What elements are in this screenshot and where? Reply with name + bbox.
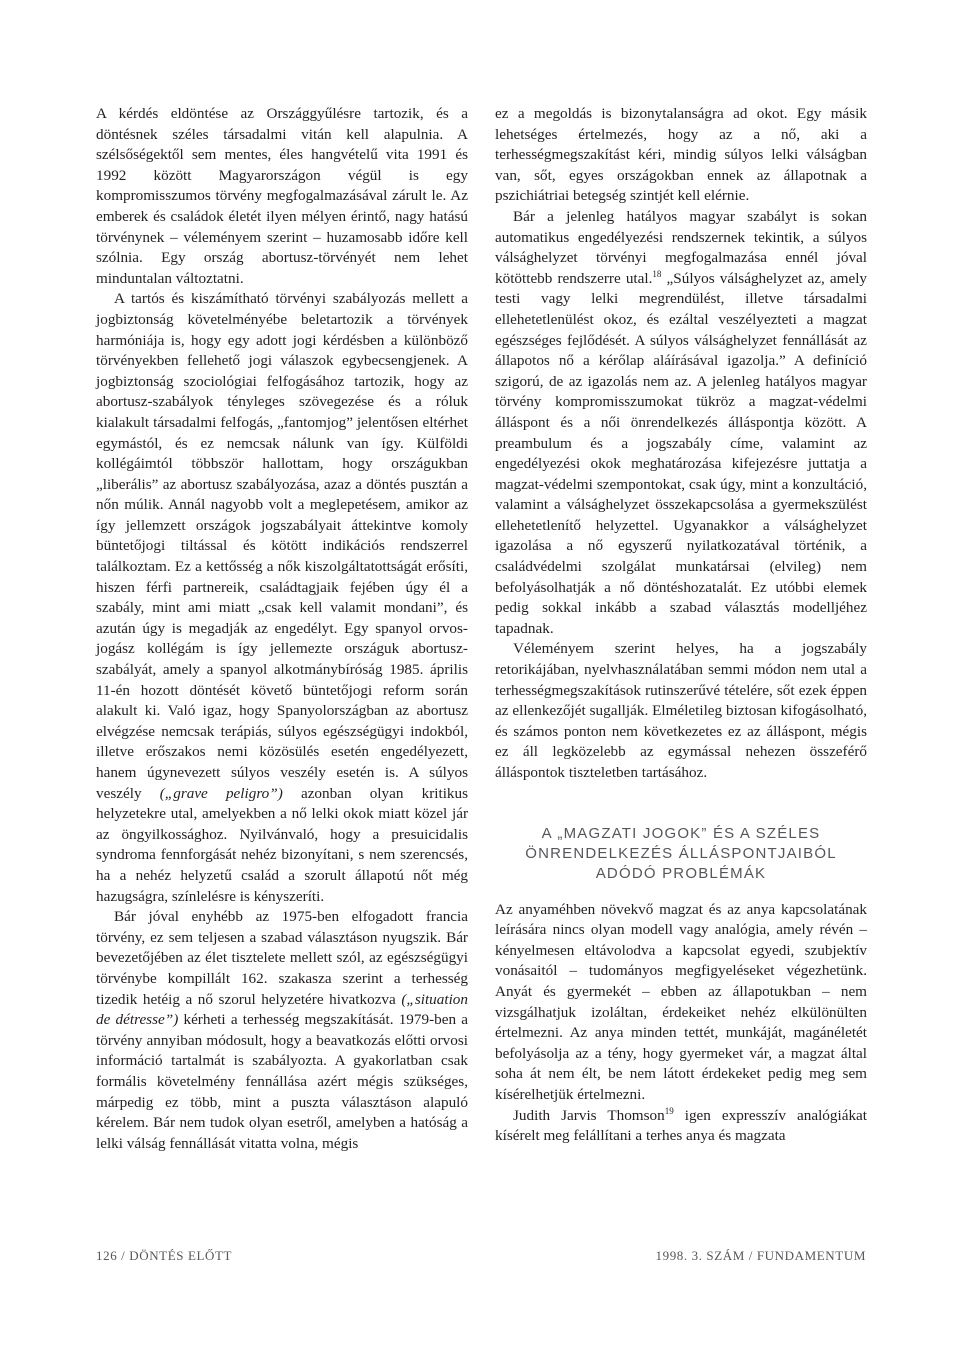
- footnote-ref[interactable]: 18: [652, 268, 662, 279]
- left-column: [96, 104, 468, 1154]
- paragraph-text: Bár a jelenleg hatályos magyar szabályt is sokan automatikus engedélyezési rendszernek tekintik, a súlyos válsághelyzet törvényi megfogalmazása ennél jóval kötöttebb rendszerre utal.: [495, 207, 867, 287]
- paragraph: [495, 207, 867, 639]
- paragraph-text: igen expresszív analógiákat kísérelt meg felállítani a terhes anya és magzata: [495, 1106, 867, 1145]
- paragraph-text: „Súlyos válsághelyzet az, amely testi vagy lelki megrendülést, illetve társadalmi ellehetetlenülést okoz, és ezáltal veszélyezteti a magzat egészséges fejlődését. A súlyos válsághelyzet fennállását az állapotos nő a kérőlap aláírásával igazolja.” A definíció szigorú, de az igazolás nem az. A jelenleg hatályos magyar törvény kompromisszumokat tükröz a magzat-védelmi álláspont és a női önrendelkezés álláspontja között. A preambulum és a jogszabály címe, valamint az engedélyezési okok meghatározása kifejezésre juttatja a magzat-védelmi szempontokat, csak úgy, mint a konzultáció, valamint a válsághelyzet összekapcsolása a gyermekszülést ellehetetlenítő helyzettel. Ugyanakkor a válsághelyzet igazolása a nő egyszerű nyilatkozatával történik, a családvédelmi szolgálat munkatársai (elvileg) nem befolyásolhatják a nő döntéshozatalát. Ez utóbbi elemek pedig sokkal inkább a szabad választás modelljéhez tapadnak.: [495, 269, 868, 637]
- paragraph: [495, 1106, 867, 1147]
- paragraph-text: Judith Jarvis Thomson: [513, 1106, 665, 1124]
- footer-issue-label: 1998. 3. SZÁM / FUNDAMENTUM: [655, 1248, 866, 1263]
- footer-page-label: 126 / DÖNTÉS ELŐTT: [96, 1248, 233, 1263]
- section-heading: A „MAGZATI JOGOK” ÉS A SZÉLES ÖNRENDELKEZÉS ÁLLÁSPONTJAIBÓL ADÓDÓ PROBLÉMÁK: [525, 824, 837, 882]
- paragraph: Véleményem szerint helyes, ha a jogszabály retorikájában, nyelvhasználatában semmi módon nem utal a terhességmegszakítások rutinszerűvé tételére, sőt ezek éppen az ellenkezőjét sugallják. Elméletileg biztosan kifogásolható, és számos ponton nem következetes ez az álláspont, mégis ez áll legközelebb az egymással nehezen összeférő álláspontok tiszteletben tartásához.: [495, 640, 867, 781]
- right-column: [495, 104, 867, 1147]
- paragraph-text: Bár jóval enyhébb az 1975-ben elfogadott francia törvény, ez sem teljesen a szabad választáson nyugszik. Bár bevezetőjében az élet tisztelete mellett szól, az egészségügyi törvénybe kompillált 162. szakasza szerint a terhesség tizedik hetéig a nő szorul helyzetére hivatkozva: [96, 908, 468, 1008]
- paragraph-text: A tartós és kiszámítható törvényi szabályozás mellett a jogbiztonság követelményébe beletartozik a törvények harmóniája is, hogy egy adott jogi kérdésben a különböző törvényekben fellehető jogi válaszok egybecsengjenek. A jogbiztonság szociológiai felfogásához tartozik, hogy az abortusz-szabályok tényleges szövegezése és a róluk kialakult társadalmi felfogás, „fantomjog” jelentősen eltérhet egymástól, és ez nemcsak nálunk van így. Külföldi kollégáimtól többször hallottam, hogy országukban „liberális” az abortusz szabályozása, azaz a döntés pusztán a nőn múlik. Annál nagyobb volt a meglepetésem, amikor az így jellemzett országok jogszabályait áttekintve komoly büntetőjogi tiltással és kötött indikációs rendszerrel találkoztam. Ez a kettősség a nők kiszolgáltatottságát erősíti, hiszen férfi partnereik, családtagjaik fejében úgy él a szabály, mint ami miatt „csak kell valamit mondani”, és azután úgy is megadják az engedélyt. Egy spanyol orvos-jogász kollégám is így jellemezte országuk abortusz-szabályát, amely a spanyol alkotmánybíróság 1985. április 11-én hozott döntését követő büntetőjogi reform során alakult ki. Való igaz, hogy Spanyolországban az abortusz elvégzése nemcsak terápiás, súlyos egészségügyi indokból, illetve erőszakos nemi közösülés esetén engedélyezett, hanem úgynevezett súlyos veszély esetén is. A súlyos veszély: [96, 290, 468, 802]
- italic-term: („situation de détresse”): [96, 990, 468, 1029]
- italic-term: („grave peligro”): [159, 784, 283, 802]
- paragraph: Az anyaméhben növekvő magzat és az anya kapcsolatának leírására nincs olyan modell vagy analógia, amely révén – kényelmesen eltávolodva a kapcsolat egyedi, szubjektív vonásaitól – tudományos megfigyeléseket végezhetünk. Anyát és gyermekét – ebben az állapotukban – nem vizsgálhatjuk izoláltan, érdekeiket nehéz elkülönülten értelmezni. Az anya minden tettét, munkáját, magánéletét befolyásolja az a tény, hogy gyermeket vár, a magzat által soha át nem élt, be nem látott érdekeket pedig meg sem kísérelhetjük értelmezni.: [495, 900, 867, 1103]
- paragraph: [96, 289, 468, 907]
- paragraph: ez a megoldás is bizonytalanságra ad okot. Egy másik lehetséges értelmezés, hogy az a nő, aki a terhességmegszakítást kéri, mindig súlyos lelki válságban van, sőt, egyes országokban ennek az állapotnak a pszichiátriai betegség szintjét kell elérnie.: [495, 105, 867, 205]
- footnote-ref[interactable]: 19: [664, 1105, 674, 1116]
- paragraph-text: kérheti a terhesség megszakítását. 1979-ben a törvény annyiban módosult, hogy a beavatkozás előtti orvosi információ tartalmát is szabályozta. A gyakorlatban csak formális követelmény fennállása azért mégis szükséges, márpedig ez több, mint a puszta választáson alapuló kérelem. Bár nem tudok olyan esetről, amelyben a hatóság a lelki válság fennállását vitatta volna, mégis: [96, 1011, 469, 1152]
- paragraph: A kérdés eldöntése az Országgyűlésre tartozik, és a döntésnek széles társadalmi vitán kell alapulnia. A szélsőségektől sem mentes, éles hangvételű vita 1991 és 1992 között Magyarországon végül is egy kompromisszumos törvény megfogalmazásával zárult le. Az emberek és családok életét ilyen mélyen érintő, nagy hatású törvénynek – véleményem szerint – huzamosabb időre kell szólnia. Egy ország abortusz-törvényét nem lehet minduntalan változtatni.: [96, 105, 468, 287]
- paragraph: [96, 907, 468, 1154]
- paragraph-text: azonban olyan kritikus helyzetekre utal, amelyekben a nő lelki okok miatt közel jár az öngyilkossághoz. Nyilvánvaló, hogy a presuicidalis syndroma fennforgását nehéz bizonyítani, s nem szerencsés, ha a nehéz helyzetű család a szorult állapotú nőt még hazugságra, színlelésre is kényszeríti.: [96, 784, 469, 905]
